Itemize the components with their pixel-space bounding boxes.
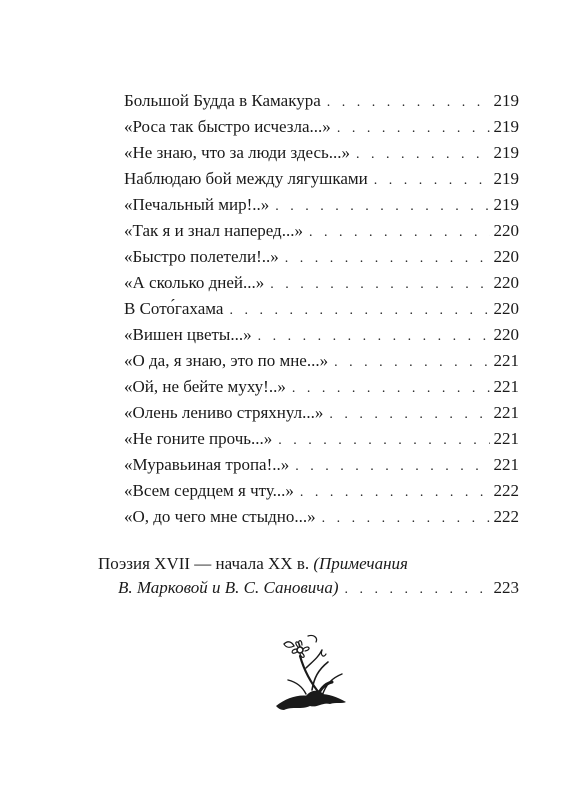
toc-entry-title: «Всем сердцем я чту...»: [124, 481, 294, 500]
toc-entry-page: 220: [493, 221, 519, 240]
dot-leader: [258, 324, 490, 350]
dot-leader: [270, 272, 489, 298]
dot-leader: [337, 116, 490, 142]
toc-entry-title: В Сото́гахама: [124, 299, 224, 318]
toc-entry[interactable]: [124, 296, 519, 322]
section-title-line: [98, 552, 519, 576]
dot-leader: [309, 220, 490, 246]
section-note-part2: В. Марковой и В. С. Сановича): [118, 578, 339, 597]
toc-entry-title: «А сколько дней...»: [124, 273, 265, 292]
section-title: Поэзия XVII — начала XX в.: [98, 554, 310, 573]
toc-entry[interactable]: [124, 270, 519, 296]
toc-entry[interactable]: [124, 166, 519, 192]
toc-entry[interactable]: [124, 400, 519, 426]
dot-leader: [278, 428, 489, 454]
section-notes-entry[interactable]: [98, 552, 519, 602]
toc-entry-title: «Муравьиная тропа!..»: [124, 455, 290, 474]
dot-leader: [322, 506, 490, 532]
section-page: 223: [493, 578, 519, 597]
toc-entry-title: «Печальный мир!..»: [124, 195, 270, 214]
section-note-part1: (Примечания: [313, 554, 408, 573]
dot-leader: [285, 246, 490, 272]
toc-entry-page: 221: [493, 351, 519, 370]
toc-entry[interactable]: [124, 452, 519, 478]
toc-entry-page: 222: [493, 481, 519, 500]
toc-entry-title: Наблюдаю бой между лягушками: [124, 169, 368, 188]
toc-entry-page: 220: [493, 325, 519, 344]
dot-leader: [334, 350, 489, 376]
toc-entry[interactable]: [124, 478, 519, 504]
toc-entry-page: 221: [493, 403, 519, 422]
toc-entry[interactable]: [124, 504, 519, 530]
toc-entry-title: «Не знаю, что за люди здесь...»: [124, 143, 351, 162]
dot-leader: [229, 298, 489, 324]
toc-entry-page: 221: [493, 377, 519, 396]
toc-entry-title: «Вишен цветы...»: [124, 325, 252, 344]
toc-entry[interactable]: [124, 244, 519, 270]
toc-entry-page: 219: [493, 143, 519, 162]
toc-entry-page: 219: [493, 91, 519, 110]
toc-entry[interactable]: [124, 218, 519, 244]
toc-entry-title: «Так я и знал наперед...»: [124, 221, 303, 240]
toc-entry[interactable]: [124, 192, 519, 218]
toc-entry-page: 221: [493, 455, 519, 474]
toc-entry-title: «Не гоните прочь...»: [124, 429, 273, 448]
dot-leader: [329, 402, 489, 428]
toc-entry-page: 222: [493, 507, 519, 526]
toc-entry-page: 219: [493, 117, 519, 136]
dot-leader: [300, 480, 490, 506]
section-title-line2: [98, 576, 519, 602]
dot-leader: [327, 90, 490, 116]
toc-entry[interactable]: [124, 88, 519, 114]
toc-entry[interactable]: [124, 374, 519, 400]
toc-entry-title: Большой Будда в Камакура: [124, 91, 321, 110]
toc-entry-title: «Роса так быстро исчезла...»: [124, 117, 331, 136]
toc-entry-page: 220: [493, 299, 519, 318]
flower-branch-icon: [262, 632, 354, 714]
toc-entry-title: «Ой, не бейте муху!..»: [124, 377, 286, 396]
toc-entry-title: «Быстро полетели!..»: [124, 247, 279, 266]
toc-entry-title: «Олень лениво стряхнул...»: [124, 403, 324, 422]
toc-entry-page: 220: [493, 247, 519, 266]
toc-entry-page: 220: [493, 273, 519, 292]
toc-entry-page: 219: [493, 169, 519, 188]
toc-entry[interactable]: [124, 348, 519, 374]
toc-entry-page: 219: [493, 195, 519, 214]
toc-entry[interactable]: [124, 426, 519, 452]
toc-entry[interactable]: [124, 114, 519, 140]
dot-leader: [345, 578, 490, 602]
table-of-contents: [124, 88, 519, 530]
dot-leader: [275, 194, 489, 220]
dot-leader: [295, 454, 489, 480]
dot-leader: [374, 168, 490, 194]
toc-entry[interactable]: [124, 322, 519, 348]
toc-entry-title: «О, до чего мне стыдно...»: [124, 507, 316, 526]
dot-leader: [356, 142, 489, 168]
toc-entry-title: «О да, я знаю, это по мне...»: [124, 351, 329, 370]
toc-entry-page: 221: [493, 429, 519, 448]
dot-leader: [292, 376, 490, 402]
toc-entry[interactable]: [124, 140, 519, 166]
